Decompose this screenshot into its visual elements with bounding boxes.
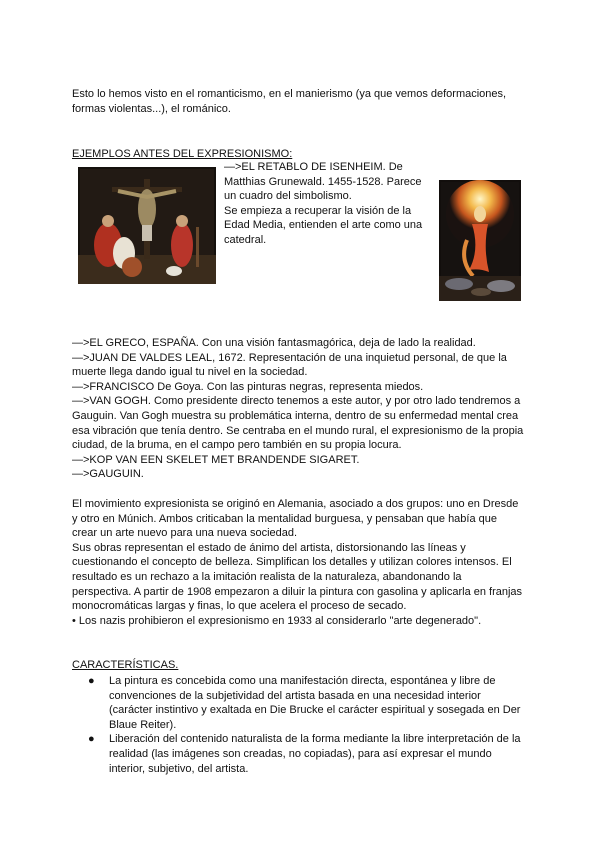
text-line: —>KOP VAN EEN SKELET MET BRANDENDE SIGARET. — [72, 453, 360, 466]
text-line: catedral. — [224, 233, 267, 246]
intro-paragraph — [72, 87, 506, 116]
list-item — [88, 732, 528, 776]
text-line: —>EL GRECO, ESPAÑA. Con una visión fantasmagórica, deja de lado la realidad. — [72, 337, 476, 349]
text-line: crear un arte nuevo para una nueva sociedad. — [72, 527, 298, 540]
text-line: perspectiva. A partir de 1908 empezaron a diluir la pintura con gasolina y aplicarla en franjas — [72, 585, 523, 598]
text-line: • Los nazis prohibieron el expresionismo en 1933 al considerarlo "arte degenerado". — [72, 614, 482, 627]
crucifixion-painting — [78, 167, 216, 284]
bullet-icon: ● — [88, 675, 95, 687]
text-line: La pintura es concebida como una manifestación directa, espontánea y libre de — [109, 675, 496, 687]
text-line: Sus obras representan el estado de ánimo del artista, distorsionando las líneas y — [72, 541, 466, 554]
text-line: Liberación del contenido naturalista de la forma mediante la libre interpretación de la — [109, 733, 521, 746]
text-line: un cuadro del simbolismo. — [224, 190, 352, 203]
text-line: cuestionando el concepto de belleza. Simplifican los detalles y utilizan colores intensos. El — [72, 556, 512, 569]
text-line: —>VAN GOGH. Como presidente directo tenemos a este autor, y por otro lado tendremos a — [72, 395, 521, 408]
isenheim-description — [224, 160, 422, 248]
text-line: Blaue Reiter). — [109, 718, 177, 731]
text-line: ciudad, de la bruma, en el campo pero también en su propia locura. — [72, 439, 402, 452]
text-line: y otro en Múnich. Ambos criticaban la mentalidad burguesa, y pensaban que había que — [72, 512, 497, 525]
bullet-icon: ● — [88, 733, 95, 746]
text-line: convenciones de la subjetividad del artista basada en una necesidad interior — [109, 689, 481, 702]
movement-paragraph — [72, 497, 522, 628]
text-line: monocromáticas largas y finas, lo que acelera el proceso de secado. — [72, 600, 407, 613]
resurrection-painting — [439, 180, 521, 301]
text-line: resultado es un rechazo a la imitación realista de la naturaleza, abandonando la — [72, 570, 462, 583]
text-line: —>FRANCISCO De Goya. Con las pinturas negras, representa miedos. — [72, 380, 424, 393]
text-line: —>EL RETABLO DE ISENHEIM. De — [224, 161, 403, 173]
text-line: interior, subjetivo, del artista. — [109, 762, 249, 775]
text-line: esa vibración que tenía dentro. Se centraba en el mundo rural, el expresionismo de la propia — [72, 424, 524, 437]
text-line: —>GAUGUIN. — [72, 468, 144, 481]
text-line: Esto lo hemos visto en el romanticismo, en el manierismo (ya que vemos deformaciones, — [72, 88, 507, 100]
text-line: Se empieza a recuperar la visión de la — [224, 204, 412, 217]
text-line: realidad (las imágenes son creadas, no copiadas), para así expresar el mundo — [109, 747, 492, 760]
text-line: Matthias Grunewald. 1455-1528. Parece — [224, 175, 422, 188]
caracteristicas-heading: CARACTERÍSTICAS. — [72, 659, 179, 671]
caracteristicas-list — [88, 674, 528, 776]
text-line: formas violentas...), el románico. — [72, 102, 231, 115]
ejemplos-heading: EJEMPLOS ANTES DEL EXPRESIONISMO: — [72, 148, 293, 160]
artists-list — [72, 336, 523, 482]
text-line: —>JUAN DE VALDES LEAL, 1672. Representación de una inquietud personal, de que la — [72, 351, 507, 364]
text-line: Gauguin. Van Gogh muestra su problemática interna, dentro de su enfermedad mental crea — [72, 409, 519, 422]
text-line: El movimiento expresionista se originó en Alemania, asociado a dos grupos: uno en Dresde — [72, 498, 519, 510]
text-line: (carácter instintivo y exaltada en Die Brucke el carácter espiritual y sosegada en Der — [109, 704, 521, 717]
text-line: Edad Media, entienden el arte como una — [224, 219, 423, 232]
list-item — [88, 674, 528, 732]
text-line: muerte llega dando igual tu nivel en la sociedad. — [72, 366, 308, 379]
